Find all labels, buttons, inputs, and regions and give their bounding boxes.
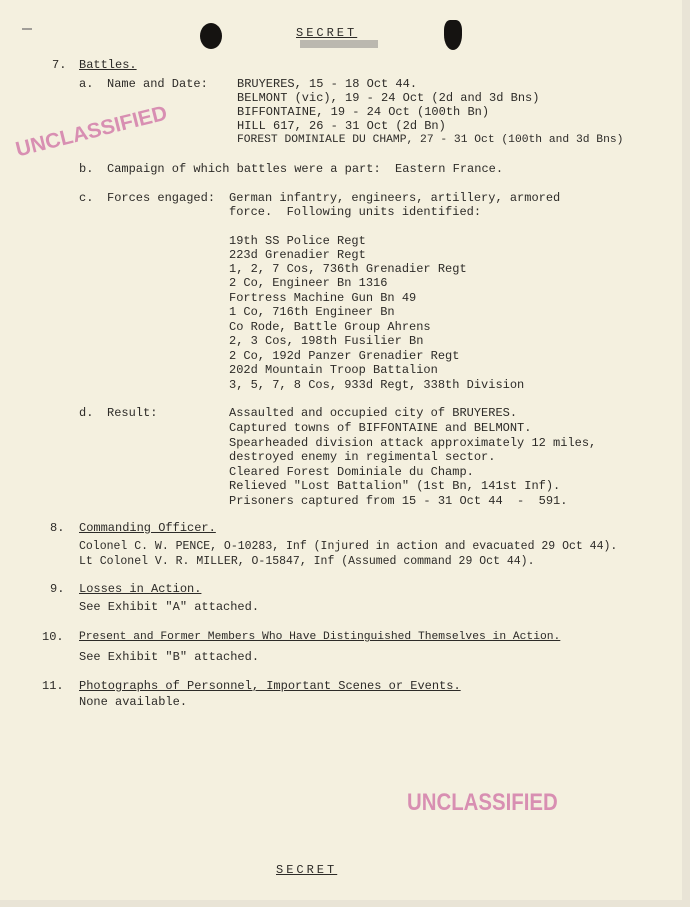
unclassified-stamp-bottom: UNCLASSIFIED <box>407 789 558 816</box>
item-d-label: Result: <box>107 406 158 420</box>
section-11-number: 11. <box>42 679 64 693</box>
result-line: Cleared Forest Dominiale du Champ. <box>229 465 474 479</box>
unit-item: 223d Grenadier Regt <box>229 248 366 262</box>
unit-item: 2, 3 Cos, 198th Fusilier Bn <box>229 334 424 348</box>
unit-item: 3, 5, 7, 8 Cos, 933d Regt, 338th Division <box>229 378 525 392</box>
result-line: Prisoners captured from 15 - 31 Oct 44 - 591. <box>229 494 568 508</box>
section-7-title: Battles. <box>79 58 137 72</box>
unit-item: 202d Mountain Troop Battalion <box>229 363 438 377</box>
forces-intro-line: German infantry, engineers, artillery, armored <box>229 191 561 205</box>
result-line: destroyed enemy in regimental sector. <box>229 450 496 464</box>
losses-line: See Exhibit "A" attached. <box>79 600 260 614</box>
footer-classification: SECRET <box>276 863 338 877</box>
commanding-line: Lt Colonel V. R. MILLER, O-15847, Inf (Assumed command 29 Oct 44). <box>79 555 535 568</box>
unclassified-stamp-top: UNCLASSIFIED <box>13 101 170 162</box>
result-line: Spearheaded division attack approximately 12 miles, <box>229 436 597 450</box>
unit-item: Fortress Machine Gun Bn 49 <box>229 291 417 305</box>
section-9-title: Losses in Action. <box>79 582 202 596</box>
photos-line: None available. <box>79 695 188 709</box>
unit-item: 19th SS Police Regt <box>229 234 366 248</box>
section-11-title: Photographs of Personnel, Important Scenes or Events. <box>79 679 461 693</box>
item-c-label: Forces engaged: <box>107 191 216 205</box>
item-b-text: Campaign of which battles were a part: Eastern France. <box>107 162 504 176</box>
result-line: Relieved "Lost Battalion" (1st Bn, 141st Inf). <box>229 479 561 493</box>
result-line: Assaulted and occupied city of BRUYERES. <box>229 406 518 420</box>
unit-item: 1 Co, 716th Engineer Bn <box>229 305 395 319</box>
header-smudge <box>300 40 378 48</box>
battle-line: HILL 617, 26 - 31 Oct (2d Bn) <box>237 119 446 133</box>
unit-item: 2 Co, 192d Panzer Grenadier Regt <box>229 349 460 363</box>
members-line: See Exhibit "B" attached. <box>79 650 260 664</box>
item-c-letter: c. <box>79 191 94 205</box>
section-8-number: 8. <box>50 521 65 535</box>
battle-line: FOREST DOMINIALE DU CHAMP, 27 - 31 Oct (100th and 3d Bns) <box>237 134 624 146</box>
forces-intro-line: force. Following units identified: <box>229 205 482 219</box>
item-a-label: Name and Date: <box>107 77 208 91</box>
commanding-line: Colonel C. W. PENCE, O-10283, Inf (Injured in action and evacuated 29 Oct 44). <box>79 540 618 553</box>
battle-line: BRUYERES, 15 - 18 Oct 44. <box>237 77 418 91</box>
section-8-title: Commanding Officer. <box>79 521 216 535</box>
item-d-letter: d. <box>79 406 94 420</box>
battle-line: BIFFONTAINE, 19 - 24 Oct (100th Bn) <box>237 105 490 119</box>
unit-item: 1, 2, 7 Cos, 736th Grenadier Regt <box>229 262 467 276</box>
item-b-letter: b. <box>79 162 94 176</box>
corner-mark <box>22 28 32 30</box>
section-10-title: Present and Former Members Who Have Distinguished Themselves in Action. <box>79 631 561 643</box>
header-classification: SECRET <box>296 26 358 40</box>
section-7-number: 7. <box>52 58 67 72</box>
result-line: Captured towns of BIFFONTAINE and BELMONT. <box>229 421 532 435</box>
item-a-letter: a. <box>79 77 94 91</box>
punch-hole-right <box>444 20 462 50</box>
battle-line: BELMONT (vic), 19 - 24 Oct (2d and 3d Bns) <box>237 91 540 105</box>
unit-item: 2 Co, Engineer Bn 1316 <box>229 276 388 290</box>
unit-item: Co Rode, Battle Group Ahrens <box>229 320 431 334</box>
section-10-number: 10. <box>42 630 64 644</box>
punch-hole-left <box>200 23 222 49</box>
section-9-number: 9. <box>50 582 65 596</box>
